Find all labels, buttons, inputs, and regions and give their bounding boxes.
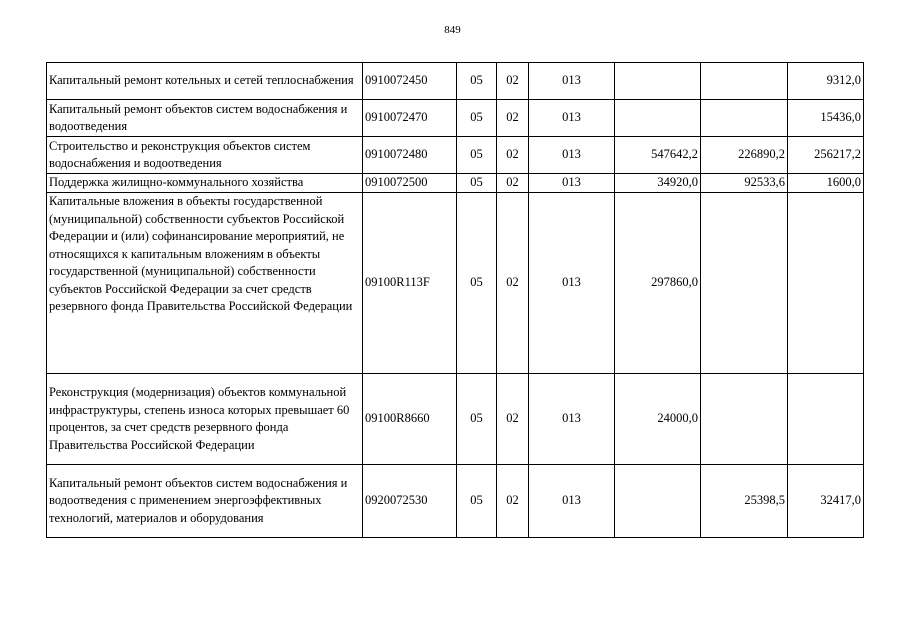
row-code: 09100R8660 xyxy=(363,374,457,465)
row-section: 05 xyxy=(457,100,497,137)
row-name: Капитальный ремонт объектов систем водоснабжения и водоотведения с применением энергоэффективных технологий, материалов и оборудования xyxy=(47,465,363,538)
row-amount-3: 1600,0 xyxy=(788,174,864,193)
row-code: 0910072480 xyxy=(363,137,457,174)
row-subsection: 02 xyxy=(497,100,529,137)
row-code: 0910072500 xyxy=(363,174,457,193)
table-row xyxy=(47,193,864,374)
budget-table xyxy=(46,62,864,538)
row-section: 05 xyxy=(457,63,497,100)
row-amount-1 xyxy=(615,63,701,100)
row-section: 05 xyxy=(457,137,497,174)
row-code: 09100R113F xyxy=(363,193,457,374)
row-subsection: 02 xyxy=(497,465,529,538)
row-amount-1 xyxy=(615,100,701,137)
row-group: 013 xyxy=(529,465,615,538)
row-name: Капитальный ремонт объектов систем водоснабжения и водоотведения xyxy=(47,100,363,137)
row-amount-1: 34920,0 xyxy=(615,174,701,193)
table-row xyxy=(47,174,864,193)
row-amount-1: 297860,0 xyxy=(615,193,701,374)
table-row xyxy=(47,465,864,538)
row-group: 013 xyxy=(529,63,615,100)
row-name: Реконструкция (модернизация) объектов коммунальной инфраструктуры, степень износа которых превышает 60 процентов, за счет средств резервного фонда Правительства Российской Федерации xyxy=(47,374,363,465)
row-subsection: 02 xyxy=(497,63,529,100)
row-name: Строительство и реконструкция объектов систем водоснабжения и водоотведения xyxy=(47,137,363,174)
row-amount-3 xyxy=(788,193,864,374)
table-row xyxy=(47,374,864,465)
row-section: 05 xyxy=(457,374,497,465)
row-amount-1: 24000,0 xyxy=(615,374,701,465)
row-subsection: 02 xyxy=(497,193,529,374)
row-code: 0920072530 xyxy=(363,465,457,538)
row-amount-1: 547642,2 xyxy=(615,137,701,174)
row-name: Поддержка жилищно-коммунального хозяйства xyxy=(47,174,363,193)
row-amount-1 xyxy=(615,465,701,538)
row-amount-2 xyxy=(701,374,788,465)
row-amount-3: 256217,2 xyxy=(788,137,864,174)
row-name: Капитальный ремонт котельных и сетей теплоснабжения xyxy=(47,63,363,100)
table-row xyxy=(47,63,864,100)
row-amount-2 xyxy=(701,63,788,100)
row-amount-2: 92533,6 xyxy=(701,174,788,193)
row-amount-2 xyxy=(701,193,788,374)
table-row xyxy=(47,100,864,137)
row-amount-3: 9312,0 xyxy=(788,63,864,100)
row-group: 013 xyxy=(529,100,615,137)
row-amount-3 xyxy=(788,374,864,465)
row-group: 013 xyxy=(529,174,615,193)
row-amount-3: 15436,0 xyxy=(788,100,864,137)
row-group: 013 xyxy=(529,193,615,374)
row-amount-3: 32417,0 xyxy=(788,465,864,538)
row-amount-2: 226890,2 xyxy=(701,137,788,174)
row-section: 05 xyxy=(457,193,497,374)
row-code: 0910072450 xyxy=(363,63,457,100)
row-name: Капитальные вложения в объекты государственной (муниципальной) собственности субъектов Российской Федерации и (или) софинансирование мероприятий, не относящихся к капитальным вложениям в объекты государственной (муниципальной) собственности субъектов Российской Федерации за счет средств резервного фонда Правительства Российской Федерации xyxy=(47,193,363,374)
row-subsection: 02 xyxy=(497,174,529,193)
table-row xyxy=(47,137,864,174)
row-subsection: 02 xyxy=(497,137,529,174)
row-section: 05 xyxy=(457,174,497,193)
row-code: 0910072470 xyxy=(363,100,457,137)
row-group: 013 xyxy=(529,137,615,174)
row-section: 05 xyxy=(457,465,497,538)
row-amount-2: 25398,5 xyxy=(701,465,788,538)
row-group: 013 xyxy=(529,374,615,465)
row-amount-2 xyxy=(701,100,788,137)
page-number: 849 xyxy=(444,24,461,36)
row-subsection: 02 xyxy=(497,374,529,465)
